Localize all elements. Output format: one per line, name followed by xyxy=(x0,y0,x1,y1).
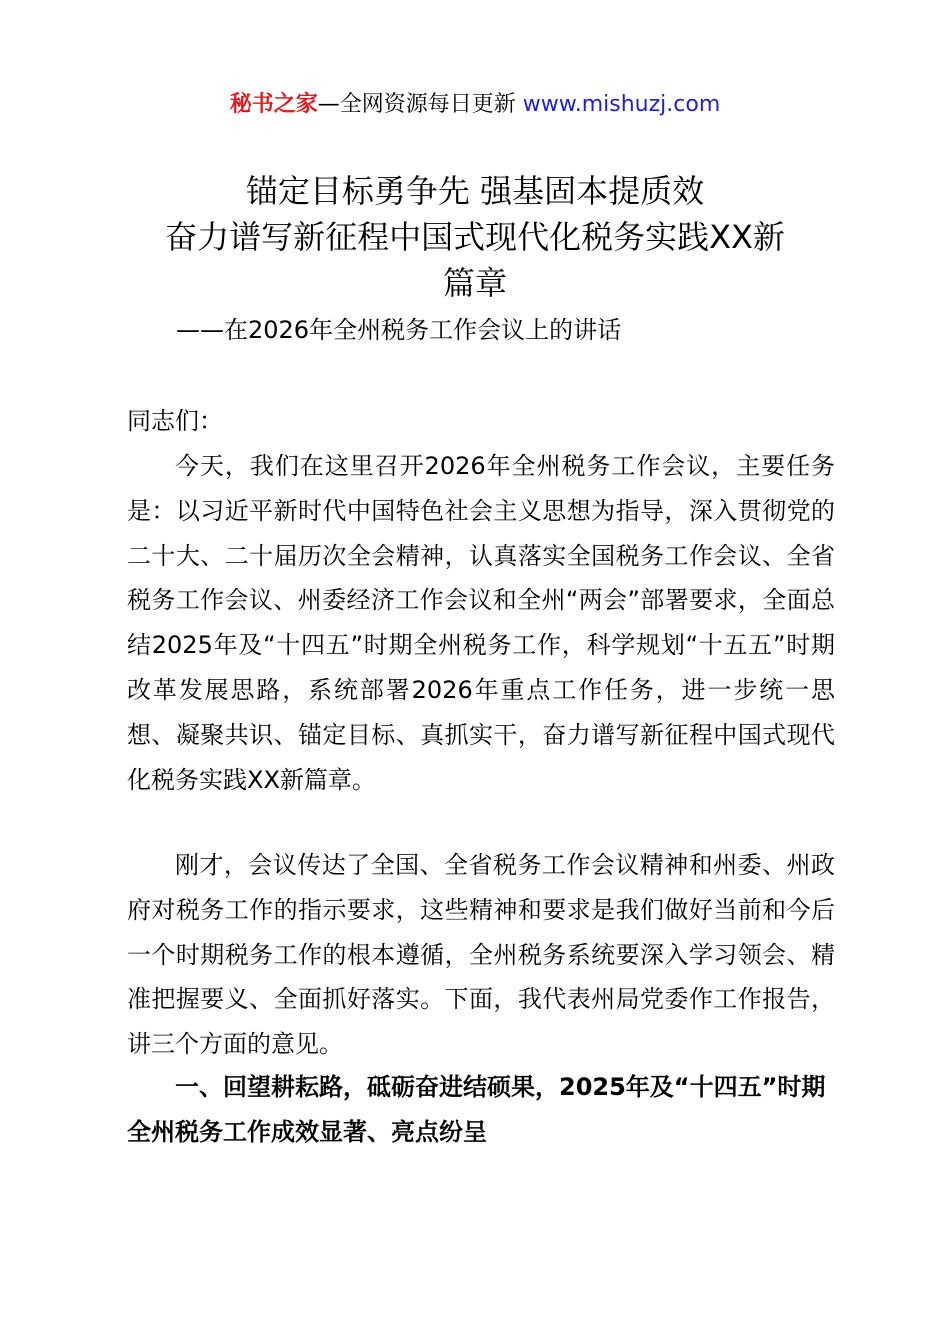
paragraph-2: 刚才，会议传达了全国、全省税务工作会议精神和州委、州政府对税务工作的指示要求，这些精神和要求是我们做好当前和今后一个时期税务工作的根本遵循，全州税务系统要深入学习领会、精准把握要义、全面抓好落实。下面，我代表州局党委作工作报告，讲三个方面的意见。 xyxy=(127,851,835,1059)
salutation: 同志们： xyxy=(127,407,223,435)
title-line-2: 奋力谱写新征程中国式现代化税务实践XX新 xyxy=(165,218,785,256)
title-line-3: 篇章 xyxy=(442,264,507,302)
header-url[interactable]: www.mishuzj.com xyxy=(522,92,721,117)
title-line-1: 锚定目标勇争先 强基固本提质效 xyxy=(245,172,705,210)
section-heading-1: 一、回望耕耘路，砥砺奋进结硕果，2025年及“十四五”时期全州税务工作成效显著、亮点纷呈 xyxy=(127,1073,826,1146)
subtitle: ——在2026年全州税务工作会议上的讲话 xyxy=(176,316,622,344)
paragraph-1: 今天，我们在这里召开2026年全州税务工作会议，主要任务是：以习近平新时代中国特色社会主义思想为指导，深入贯彻党的二十大、二十届历次全会精神，认真落实全国税务工作会议、全省税务工作会议、州委经济工作会议和全州“两会”部署要求，全面总结2025年及“十四五”时期全州税务工作，科学规划“十五五”时期改革发展思路，系统部署2026年重点工作任务，进一步统一思想、凝聚共识、锚定目标、真抓实干，奋力谱写新征程中国式现代化税务实践XX新篇章。 xyxy=(127,452,835,794)
header-tagline: —全网资源每日更新 xyxy=(317,92,523,117)
site-header xyxy=(0,90,950,120)
brand-name: 秘书之家 xyxy=(229,92,318,117)
